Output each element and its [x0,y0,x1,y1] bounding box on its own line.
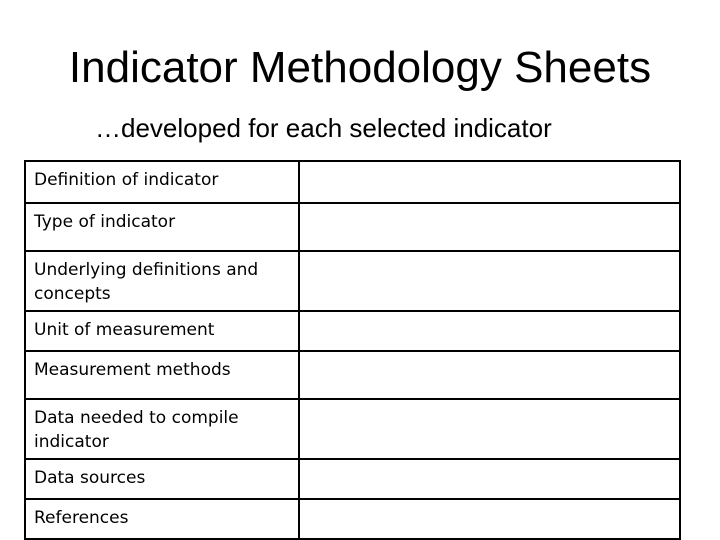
row-label: Data needed to compile indicator [25,399,299,459]
row-value [299,499,680,539]
row-label: Definition of indicator [25,161,299,203]
table-row [25,499,680,539]
row-value [299,351,680,399]
row-value [299,311,680,351]
row-value [299,251,680,311]
row-value [299,459,680,499]
table-row [25,399,680,459]
row-label: Type of indicator [25,203,299,251]
slide-title: Indicator Methodology Sheets [68,43,652,92]
table-row [25,351,680,399]
table-row [25,251,680,311]
row-label: References [25,499,299,539]
table-row [25,161,680,203]
table-row [25,203,680,251]
row-value [299,399,680,459]
table-row [25,311,680,351]
row-label: Measurement methods [25,351,299,399]
row-label: Underlying definitions and concepts [25,251,299,311]
row-value [299,203,680,251]
table-row [25,459,680,499]
methodology-table [24,160,681,540]
row-label: Unit of measurement [25,311,299,351]
row-value [299,161,680,203]
slide-subtitle: …developed for each selected indicator [95,113,552,143]
row-label: Data sources [25,459,299,499]
